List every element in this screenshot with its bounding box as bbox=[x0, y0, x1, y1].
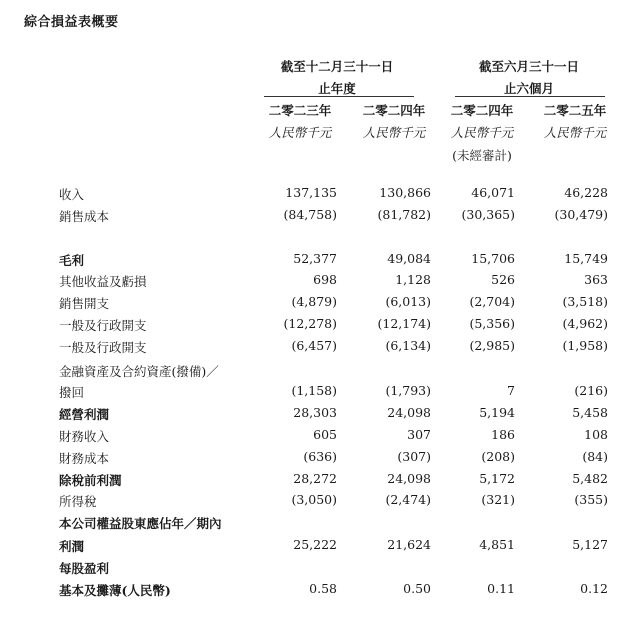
row-label: 撥回 bbox=[59, 385, 85, 400]
row-value: (6,457) bbox=[291, 338, 337, 353]
row-value: 15,749 bbox=[564, 251, 608, 266]
row-value: (1,793) bbox=[385, 383, 431, 398]
row-value: 698 bbox=[313, 272, 337, 287]
row-value: 108 bbox=[584, 427, 608, 442]
row-value: 24,098 bbox=[387, 405, 431, 420]
row-value: (1,158) bbox=[291, 383, 337, 398]
row-value: 0.50 bbox=[403, 581, 431, 596]
row-label: 銷售成本 bbox=[59, 209, 110, 224]
row-label: 一般及行政開支 bbox=[59, 318, 147, 333]
row-label: 毛利 bbox=[59, 253, 85, 268]
row-label: 其他收益及虧損 bbox=[59, 274, 147, 289]
row-value: (12,278) bbox=[283, 316, 337, 331]
col-4-year: 二零二五年 bbox=[543, 103, 607, 118]
row-value: 25,222 bbox=[293, 537, 337, 552]
row-value: 5,194 bbox=[479, 405, 515, 420]
row-value: (84) bbox=[582, 449, 608, 464]
row-value: (3,050) bbox=[291, 492, 337, 507]
header-jun-sub: 止六個月 bbox=[503, 81, 554, 96]
row-value: 0.58 bbox=[309, 581, 337, 596]
row-label: 每股盈利 bbox=[59, 561, 110, 576]
header-dec-group: 截至十二月三十一日 bbox=[280, 59, 394, 74]
row-value: (5,356) bbox=[469, 316, 515, 331]
row-value: (216) bbox=[574, 383, 608, 398]
row-value: (81,782) bbox=[377, 207, 431, 222]
row-label: 一般及行政開支 bbox=[59, 340, 147, 355]
row-value: (4,962) bbox=[562, 316, 608, 331]
row-value: (4,879) bbox=[291, 294, 337, 309]
row-value: (30,365) bbox=[461, 207, 515, 222]
col-2-unit: 人民幣千元 bbox=[362, 125, 426, 140]
row-value: (3,518) bbox=[562, 294, 608, 309]
report-title: 綜合損益表概要 bbox=[24, 15, 119, 30]
row-value: (2,704) bbox=[469, 294, 515, 309]
row-value: 15,706 bbox=[471, 251, 515, 266]
row-value: 137,135 bbox=[285, 185, 337, 200]
row-value: 5,458 bbox=[572, 405, 608, 420]
row-label: 基本及攤薄(人民幣) bbox=[59, 583, 171, 598]
row-value: 605 bbox=[313, 427, 337, 442]
row-value: 46,228 bbox=[564, 185, 608, 200]
col-1-unit: 人民幣千元 bbox=[268, 125, 332, 140]
row-value: (307) bbox=[397, 449, 431, 464]
row-value: 52,377 bbox=[293, 251, 337, 266]
header-dec-rule bbox=[264, 96, 414, 97]
row-value: (2,985) bbox=[469, 338, 515, 353]
row-value: 46,071 bbox=[471, 185, 515, 200]
row-label: 本公司權益股東應佔年／期內 bbox=[59, 516, 222, 531]
row-value: 49,084 bbox=[387, 251, 431, 266]
row-value: (6,013) bbox=[385, 294, 431, 309]
row-value: 363 bbox=[584, 272, 608, 287]
row-value: (30,479) bbox=[554, 207, 608, 222]
row-value: 0.11 bbox=[487, 581, 515, 596]
row-value: 5,482 bbox=[572, 471, 608, 486]
row-value: 4,851 bbox=[479, 537, 515, 552]
row-value: 5,172 bbox=[479, 471, 515, 486]
row-value: 186 bbox=[491, 427, 515, 442]
row-value: 130,866 bbox=[379, 185, 431, 200]
row-label: 收入 bbox=[59, 187, 85, 202]
row-value: 307 bbox=[407, 427, 431, 442]
row-value: (636) bbox=[303, 449, 337, 464]
col-2-year: 二零二四年 bbox=[362, 103, 426, 118]
row-value: (12,174) bbox=[377, 316, 431, 331]
row-label: 經營利潤 bbox=[59, 407, 110, 422]
row-label: 財務成本 bbox=[59, 451, 110, 466]
row-label: 財務收入 bbox=[59, 429, 110, 444]
row-value: 28,303 bbox=[293, 405, 337, 420]
row-label: 除稅前利潤 bbox=[59, 473, 122, 488]
row-label: 金融資產及合約資產(撥備)／ bbox=[59, 364, 219, 379]
header-dec-sub: 止年度 bbox=[318, 81, 356, 96]
row-label: 所得稅 bbox=[59, 494, 97, 509]
row-label: 利潤 bbox=[59, 539, 85, 554]
row-value: 7 bbox=[507, 383, 515, 398]
row-value: (321) bbox=[481, 492, 515, 507]
col-1-year: 二零二三年 bbox=[268, 103, 332, 118]
col-3-unit: 人民幣千元 bbox=[450, 125, 514, 140]
header-jun-rule bbox=[455, 96, 605, 97]
col-3-year: 二零二四年 bbox=[450, 103, 514, 118]
header-jun-group: 截至六月三十一日 bbox=[478, 59, 579, 74]
col-4-unit: 人民幣千元 bbox=[543, 125, 607, 140]
row-value: (2,474) bbox=[385, 492, 431, 507]
row-value: 28,272 bbox=[293, 471, 337, 486]
row-value: 24,098 bbox=[387, 471, 431, 486]
row-value: (84,758) bbox=[283, 207, 337, 222]
row-value: 21,624 bbox=[387, 537, 431, 552]
row-value: (1,958) bbox=[562, 338, 608, 353]
row-label: 銷售開支 bbox=[59, 296, 110, 311]
row-value: 0.12 bbox=[580, 581, 608, 596]
row-value: (208) bbox=[481, 449, 515, 464]
row-value: (6,134) bbox=[385, 338, 431, 353]
col-3-note: (未經審計) bbox=[452, 148, 512, 163]
row-value: 5,127 bbox=[572, 537, 608, 552]
row-value: 1,128 bbox=[395, 272, 431, 287]
row-value: (355) bbox=[574, 492, 608, 507]
row-value: 526 bbox=[491, 272, 515, 287]
